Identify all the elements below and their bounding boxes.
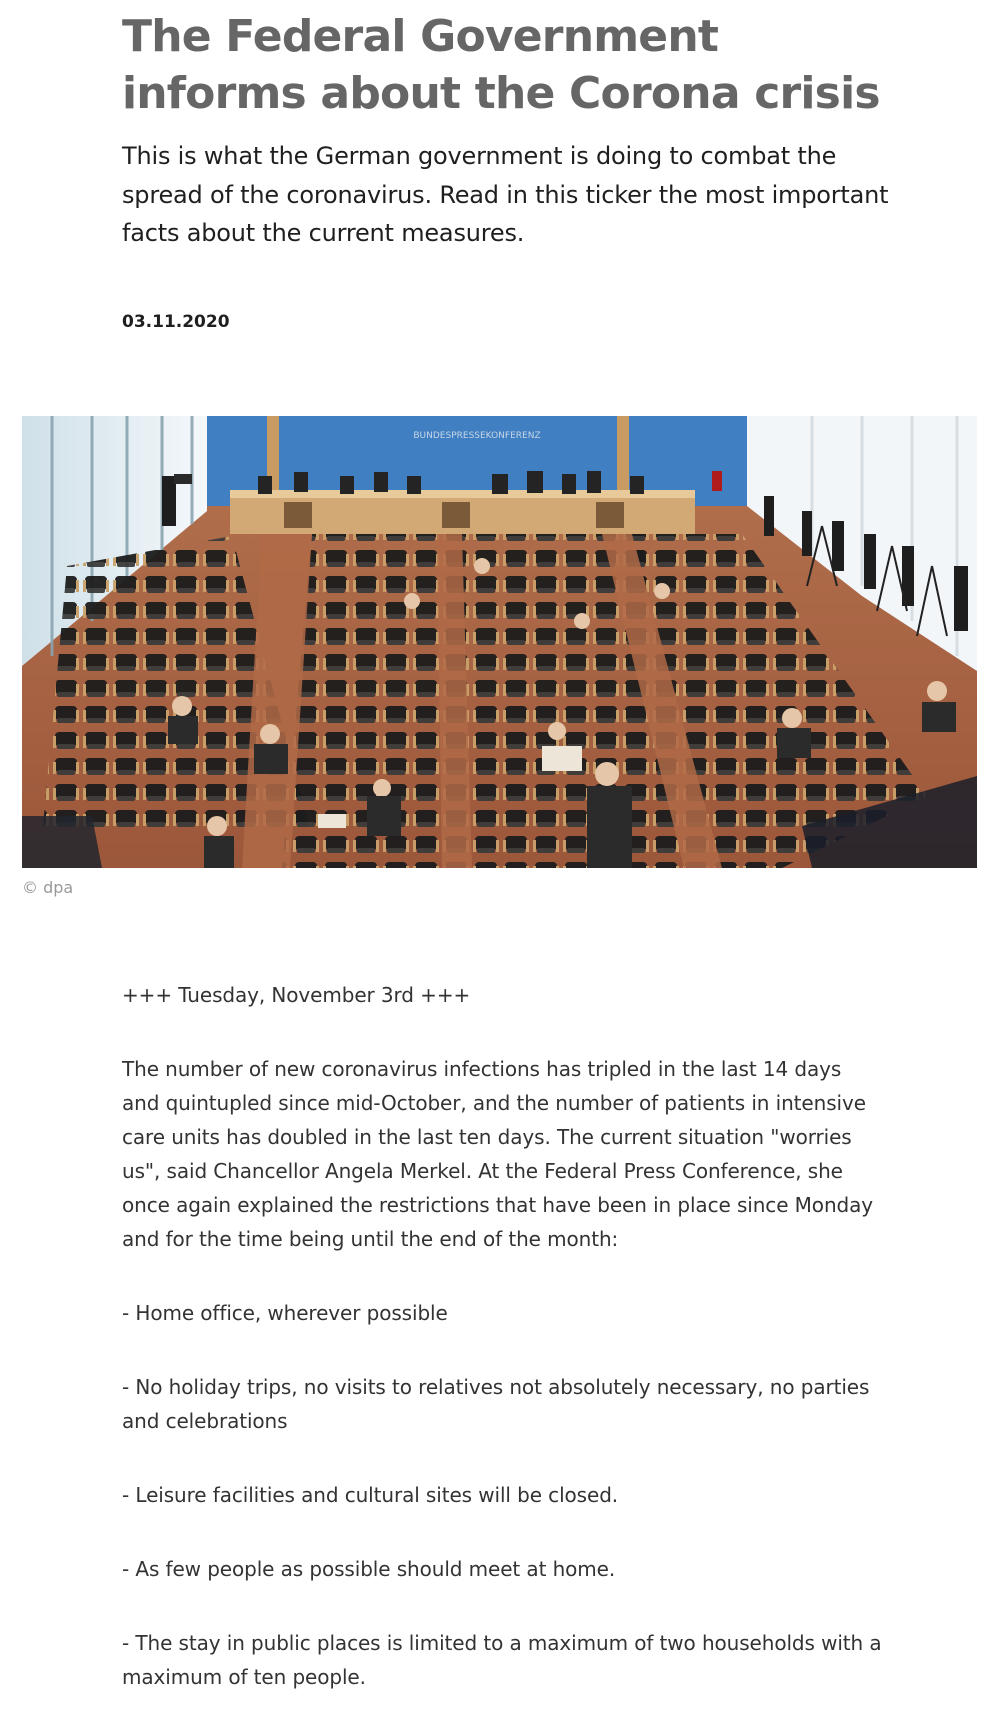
podium-sign: BUNDESPRESSEKONFERENZ <box>413 431 541 441</box>
article-image <box>22 416 977 868</box>
measure-item: - Home office, wherever possible <box>122 1301 448 1325</box>
measure-item: - Leisure facilities and cultural sites will be closed. <box>122 1483 619 1507</box>
article-date: 03.11.2020 <box>122 312 230 332</box>
ticker-date-heading: +++ Tuesday, November 3rd +++ <box>122 983 471 1007</box>
image-credit: © dpa <box>22 878 74 897</box>
article-teaser: This is what the German government is doing to combat the spread of the coronavirus. Read in this ticker the most important facts about the current measures. <box>122 142 889 247</box>
ticker-paragraph: The number of new coronavirus infections has tripled in the last 14 days and quintupled since mid-October, and the number of patients in intensive care units has doubled in the last ten days. The current situation "worries us", said Chancellor Angela Merkel. At the Federal Press Conference, she once again explained the restrictions that have been in place since Monday and for the time being until the end of the month: <box>122 1057 874 1251</box>
measure-item: - No holiday trips, no visits to relatives not absolutely necessary, no parties and celebrations <box>122 1375 870 1433</box>
measure-item: - The stay in public places is limited to a maximum of two households with a maximum of ten people. <box>122 1631 882 1689</box>
ticker-body <box>122 978 882 1734</box>
measure-item: - As few people as possible should meet at home. <box>122 1557 616 1581</box>
article-headline: The Federal Government informs about the Corona crisis <box>122 11 880 119</box>
press-conference-photo <box>22 416 977 868</box>
